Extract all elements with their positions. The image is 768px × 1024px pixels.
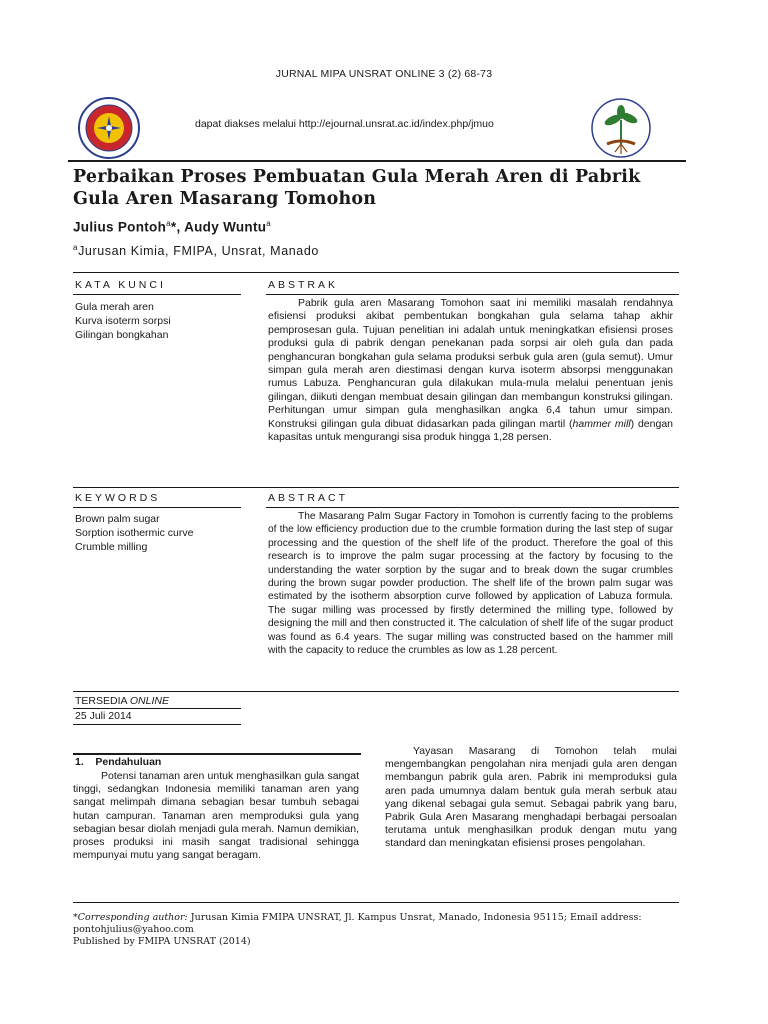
- rule: [73, 724, 241, 725]
- intro-paragraph: Potensi tanaman aren untuk menghasilkan gula sangat tinggi, sedangkan Indonesia memiliki tanaman aren yang sangat melimpah dimana sebagian besar tumbuh sebagai hutan campuran. Tanaman aren memproduksi gula yang sebagian besar diolah menjadi gula merah. Namun demikian, proses produksi ini masih sangat tradisional sehingga mempunyai mutu yang sangat beragam.: [73, 770, 359, 862]
- abstrak-text-part: Pabrik gula aren Masarang Tomohon saat ini memiliki masalah rendahnya efisiensi produksi akibat pembentukan bongkahan gula selama tahap akhir pemprosesan gula. Tujuan penelitian ini adalah untuk meningkatkan efisiensi proses produksi gula di pabrik dengan penekanan pada sorpsi air oleh gula dan pada penghancuran bongkahan gula selama produksi serbuk gula aren (gula semut). Umur simpan gula merah aren diestimasi dengan kurva isoterm absorpsi menggunakan rumus Labuza. Penghancuran gula dilakukan mula-mula melalui penentuan jenis gilingan, diikuti dengan membuat desain gilingan dan membangun konstruksi gilingan. Perhitungan umur simpan gula menghasilkan angka 6,4 tahun umur simpan. Konstruksi gilingan gula dibuat didasarkan pada gilingan martil (: [268, 297, 673, 430]
- keyword-item: Gula merah aren: [75, 301, 154, 313]
- rule: [266, 294, 679, 295]
- keyword-item: Kurva isoterm sorpsi: [75, 315, 171, 327]
- corresponding-author: [73, 912, 679, 936]
- availability-label: [75, 695, 169, 707]
- abstrak-text-part: ) dengan kapasitas untuk mengurangi sisa produk hingga 1,28 persen.: [268, 417, 674, 444]
- availability-online: ONLINE: [129, 695, 169, 707]
- author-name: Audy Wuntu: [184, 219, 267, 235]
- affiliation-marker: a: [166, 219, 171, 228]
- affiliation-marker: a: [266, 219, 272, 228]
- section-heading: 1. Pendahuluan: [75, 756, 162, 768]
- kata-kunci-list: [75, 300, 235, 342]
- abstrak-heading: ABSTRAK: [268, 279, 339, 291]
- rule: [73, 487, 679, 488]
- rule: [73, 708, 241, 709]
- abstrak-italic: hammer mill: [572, 417, 631, 430]
- intro-paragraph: Yayasan Masarang di Tomohon telah mulai mengembangkan pengolahan nira menjadi gula aren dengan membangun pabrik gula aren. Pabrik ini memproduksi gula aren pada umumnya dalam bentuk gula merah serbuk atau yang dikenal sebagai gula semut. Sebagai pabrik yang baru, Pabrik Gula Aren Masarang menghadapi berbagai persoalan terutama untuk menghasilkan produk dengan mutu yang standard dan meningkatan efisiensi proses pengolahan.: [385, 745, 677, 850]
- abstrak-text: [268, 297, 673, 444]
- keywords-list: [75, 512, 240, 554]
- abstract-text: The Masarang Palm Sugar Factory in Tomohon is currently facing to the problems of the low efficiency production due to the crumble formation during the last step of sugar processing and the question of the shelf life of the product. Therefore the goal of this research is to improve the palm sugar processing at the factory by focusing to the understanding the water sorption by the sugar and to break down the sugar crumbles during the brown sugar powder production. The shelf life of the brown palm sugar was estimated by the isotherm absorption curve followed by application of Labuza formula. The sugar milling was processed by firstly determined the milling type, followed by designing the mill and then constructed it. The calculation of shelf life of the sugar product was found as 6.4 years. The sugar milling was constructed based on the hammer mill with the capacity to reduce the crumbles as low as 1.28 percent.: [268, 511, 673, 657]
- rule: [73, 507, 241, 508]
- rule: [73, 691, 679, 692]
- author-name: Julius Pontoh: [73, 219, 167, 235]
- authors: [73, 219, 271, 235]
- header-divider: [68, 160, 686, 162]
- university-logo: [77, 96, 141, 160]
- journal-header: JURNAL MIPA UNSRAT ONLINE 3 (2) 68-73: [275, 68, 493, 80]
- affiliation-text: Jurusan Kimia, FMIPA, Unsrat, Manado: [78, 244, 319, 259]
- rule: [73, 294, 241, 295]
- keyword-item: Crumble milling: [75, 541, 148, 553]
- footnote: [73, 912, 679, 949]
- footnote-divider: [73, 902, 679, 903]
- kata-kunci-heading: KATA KUNCI: [75, 279, 166, 291]
- corresponding-text: Jurusan Kimia FMIPA UNSRAT, Jl. Kampus Unsrat, Manado, Indonesia 95115; Email address: pontohjulius@yahoo.com: [73, 912, 642, 936]
- availability-date: 25 Juli 2014: [75, 710, 132, 722]
- keyword-item: Sorption isothermic curve: [75, 527, 194, 539]
- keyword-item: Brown palm sugar: [75, 513, 160, 525]
- corresponding-label: *Corresponding author:: [73, 912, 188, 923]
- corresponding-marker: *,: [170, 219, 185, 235]
- keywords-heading: KEYWORDS: [75, 492, 161, 504]
- article-title: Perbaikan Proses Pembuatan Gula Merah Aren di Pabrik Gula Aren Masarang Tomohon: [73, 167, 641, 209]
- rule: [73, 272, 679, 273]
- availability-prefix: TERSEDIA: [75, 695, 130, 707]
- published-by: Published by FMIPA UNSRAT (2014): [73, 936, 251, 948]
- journal-logo: [585, 96, 665, 160]
- keyword-item: Gilingan bongkahan: [75, 329, 169, 341]
- rule: [266, 507, 679, 508]
- affiliation-marker: a: [73, 243, 79, 252]
- intro-divider: [73, 753, 361, 755]
- access-url[interactable]: dapat diakses melalui http://ejournal.unsrat.ac.id/index.php/jmuo: [195, 118, 494, 130]
- abstract-heading: ABSTRACT: [268, 492, 349, 504]
- affiliation: [73, 243, 319, 258]
